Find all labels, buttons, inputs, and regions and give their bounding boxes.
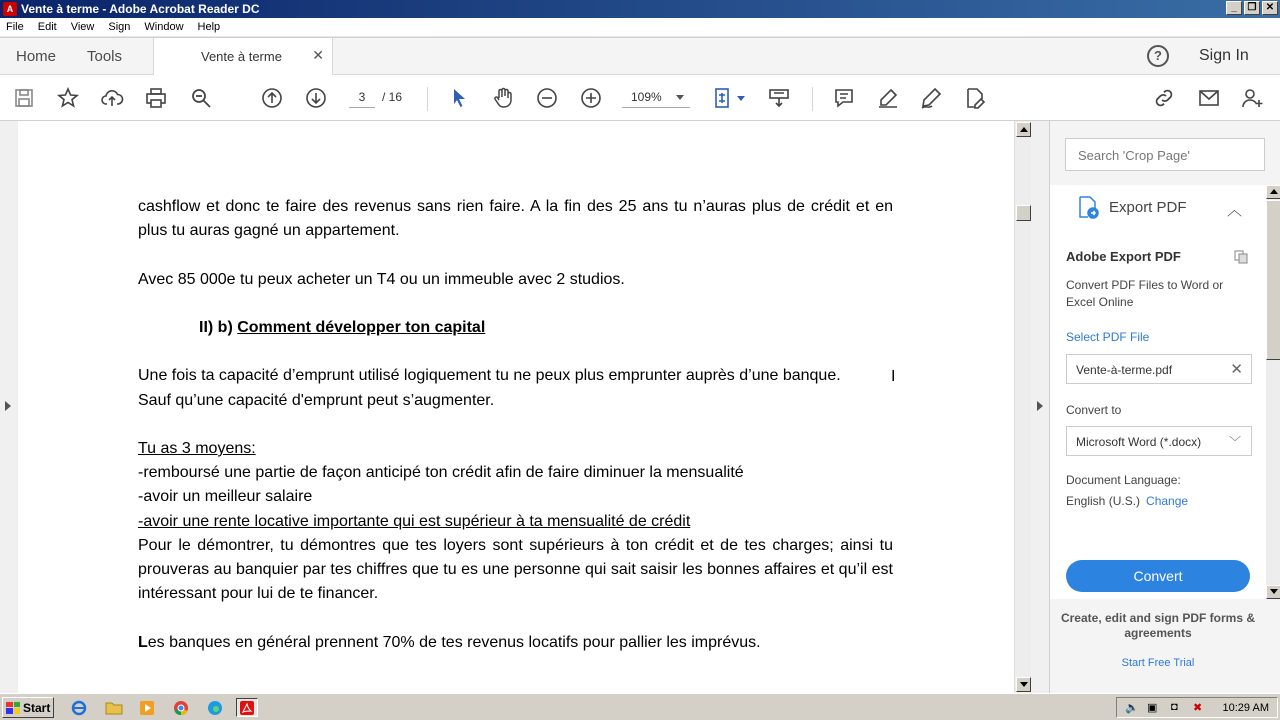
bookmark-star-icon[interactable] (55, 85, 81, 111)
chevron-right-icon (5, 401, 11, 411)
tools-search-input[interactable]: Search 'Crop Page' (1065, 138, 1265, 171)
email-icon[interactable] (1196, 85, 1222, 111)
paragraph: Avec 85 000e tu peux acheter un T4 ou un immeuble avec 2 studios. (138, 270, 625, 288)
paragraph-rest: es banques en général prennent 70% de tes revenus locatifs pour pallier les imprévus. (147, 633, 761, 651)
previous-page-icon[interactable] (259, 85, 285, 111)
chevron-down-icon (676, 95, 684, 100)
clock[interactable]: 10:29 AM (1222, 702, 1269, 714)
system-tray (1116, 697, 1278, 718)
chevron-right-icon (1037, 401, 1043, 411)
export-pdf-body (1050, 229, 1266, 599)
left-pane-toggle[interactable] (0, 121, 18, 693)
network-icon[interactable]: ▣ (1147, 702, 1158, 714)
restore-button[interactable]: ❐ (1244, 1, 1260, 15)
acrobat-icon: A (3, 2, 17, 16)
file-name: Vente-à-terme.pdf (1076, 363, 1173, 377)
toolbar-divider (812, 87, 813, 111)
doc-language-label: Document Language: (1066, 473, 1181, 487)
list-item: -avoir un meilleur salaire (138, 488, 313, 506)
volume-icon[interactable]: 🔈 (1125, 702, 1139, 714)
save-icon[interactable] (11, 85, 37, 111)
heading-number: II) b) (199, 318, 238, 336)
windows-logo-icon (6, 702, 20, 714)
tools-pane (1049, 121, 1280, 693)
chrome-icon[interactable] (170, 698, 192, 717)
edge-icon[interactable] (204, 698, 226, 717)
paragraph: Sauf qu’une capacité d'emprunt peut s’augmenter. (138, 391, 495, 409)
close-window-button[interactable]: ✕ (1262, 1, 1278, 15)
text-cursor-icon: I (891, 368, 896, 385)
paragraph (138, 631, 893, 655)
tab-document-label: Vente à terme (201, 49, 282, 64)
toolbar-divider (427, 87, 428, 111)
tools-pane-scrollbar[interactable] (1266, 185, 1280, 599)
start-trial-link[interactable]: Start Free Trial (1121, 657, 1195, 669)
clear-file-icon[interactable]: ✕ (1230, 361, 1243, 378)
doc-language-row (1066, 494, 1188, 508)
share-link-icon[interactable] (1151, 85, 1177, 111)
chevron-down-icon: ﹀ (1228, 435, 1241, 449)
section-heading (138, 316, 893, 340)
zoom-out-icon[interactable] (534, 85, 560, 111)
scroll-up-button[interactable] (1016, 122, 1031, 137)
tab-tools[interactable]: Tools (87, 48, 123, 65)
list-item: -avoir une rente locative importante qui est supérieur à ta mensualité de crédit (138, 512, 691, 530)
tab-document[interactable] (153, 38, 333, 75)
export-pdf-header[interactable] (1050, 185, 1266, 229)
help-icon[interactable]: ? (1147, 45, 1169, 67)
chevron-up-icon[interactable]: ︿ (1227, 202, 1243, 219)
taskbar (0, 693, 1280, 720)
menu-bar (0, 18, 1280, 37)
scroll-thumb[interactable] (1266, 200, 1280, 360)
change-language-link[interactable]: Change (1146, 494, 1189, 508)
title-bar (0, 0, 1280, 18)
list-item: -remboursé une partie de façon anticipé ton crédit afin de faire diminuer la mensualité (138, 464, 744, 482)
print-icon[interactable] (143, 85, 169, 111)
tab-row (0, 38, 1280, 75)
next-page-icon[interactable] (303, 85, 329, 111)
paragraph: Pour le démontrer, tu démontres que tes loyers sont supérieurs à ton crédit et de tes charges; ainsi tu prouveras au banquier par tes chiffres que tu es une personne qui sait saisir les bonnes affaires et qu’il est intéressant pour lui de te financer. (138, 536, 893, 603)
acrobat-taskbar-icon[interactable] (236, 698, 258, 717)
scroll-up-button[interactable] (1266, 185, 1280, 199)
document-area (0, 121, 1049, 693)
doc-language-value: English (U.S.) (1066, 494, 1141, 508)
select-file-link[interactable]: Select PDF File (1066, 330, 1150, 344)
export-pdf-icon (1077, 195, 1099, 219)
comment-icon[interactable] (831, 85, 857, 111)
menu-file[interactable]: File (6, 21, 24, 33)
drop-letter: L (138, 633, 148, 651)
export-description: Convert PDF Files to Word or Excel Online (1066, 278, 1224, 309)
scroll-thumb[interactable] (1016, 205, 1031, 221)
start-button[interactable] (2, 697, 54, 718)
search-icon[interactable] (188, 85, 214, 111)
hand-tool-icon[interactable] (490, 85, 516, 111)
folder-icon[interactable] (103, 698, 125, 717)
export-pdf-label: Export PDF (1109, 199, 1187, 216)
add-user-icon[interactable] (1239, 85, 1265, 111)
page-number-input[interactable]: 3 (349, 86, 375, 108)
zoom-select[interactable] (622, 86, 690, 108)
select-cursor-icon[interactable] (446, 85, 472, 111)
sign-in-link[interactable]: Sign In (1199, 47, 1249, 64)
list-title: Tu as 3 moyens: (138, 439, 256, 457)
selected-file-field[interactable] (1066, 354, 1252, 384)
menu-sign[interactable]: Sign (108, 21, 131, 33)
right-pane-toggle[interactable] (1031, 121, 1049, 693)
menu-view[interactable]: View (70, 21, 95, 33)
sign-pen-icon[interactable] (918, 85, 944, 111)
page-text (138, 195, 896, 655)
heading-title: Comment développer ton capital (237, 318, 486, 336)
promo-text: Create, edit and sign PDF forms & agreements (1060, 611, 1256, 640)
zoom-value: 109% (631, 90, 662, 104)
upload-cloud-icon[interactable] (99, 85, 125, 111)
scroll-down-button[interactable] (1016, 677, 1031, 692)
close-tab-icon[interactable]: ✕ (312, 47, 324, 63)
menu-help[interactable]: Help (197, 21, 221, 33)
scrolling-mode-icon[interactable] (766, 85, 792, 111)
edit-pdf-icon[interactable] (962, 85, 988, 111)
ie-icon[interactable] (68, 698, 90, 717)
highlight-pen-icon[interactable] (875, 85, 901, 111)
paragraph: cashflow et donc te faire des revenus sans rien faire. A la fin des 25 ans tu n’auras plus de crédit et en plus tu auras gagné un appartement. (138, 198, 893, 240)
minimize-button[interactable]: _ (1226, 1, 1242, 15)
menu-edit[interactable]: Edit (37, 21, 57, 33)
media-player-icon[interactable] (136, 698, 158, 717)
page-total: / 16 (382, 90, 403, 104)
window-title: Vente à terme - Adobe Acrobat Reader DC (21, 2, 260, 16)
paragraph: Une fois ta capacité d’emprunt utilisé logiquement tu ne peux plus emprunter auprès d’une banque. (138, 367, 841, 385)
toolbar (0, 75, 1280, 121)
menu-window[interactable]: Window (144, 21, 184, 33)
fit-dropdown-caret-icon[interactable] (737, 96, 745, 101)
copy-icon[interactable] (1234, 250, 1248, 264)
export-title: Adobe Export PDF (1066, 249, 1181, 264)
pdf-page[interactable] (18, 121, 1014, 693)
document-scrollbar[interactable] (1014, 121, 1031, 693)
convert-button[interactable]: Convert (1066, 560, 1250, 592)
scroll-down-button[interactable] (1266, 585, 1280, 599)
tray-alert-icon[interactable]: ✖ (1193, 702, 1203, 714)
format-value: Microsoft Word (*.docx) (1076, 435, 1202, 449)
format-select[interactable] (1066, 426, 1252, 456)
tab-home[interactable]: Home (16, 48, 57, 65)
fit-page-icon[interactable] (710, 85, 736, 111)
zoom-in-icon[interactable] (578, 85, 604, 111)
convert-to-label: Convert to (1066, 403, 1122, 417)
tray-shield-icon[interactable]: ◘ (1171, 701, 1178, 713)
start-label: Start (23, 700, 51, 715)
